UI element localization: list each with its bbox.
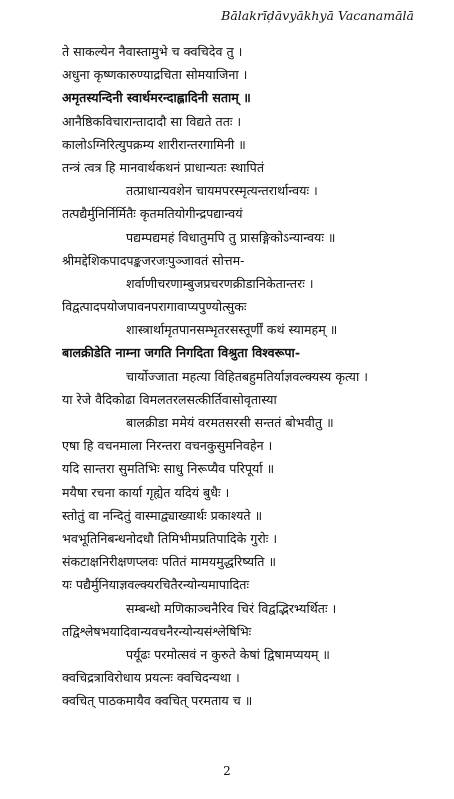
verse-line: क्वचित् पाठकमायैव क्वचित् परमताय च ॥ [62, 693, 253, 709]
verse-line: शर्वाणीचरणाम्बुजप्रचरणक्रीडानिकेतान्तरः । [126, 275, 314, 291]
verse-line: क्वचिद्रत्राविरोधाय प्रयत्नः क्वचिदन्यथा । [62, 670, 240, 686]
verse-line: कालोऽग्निरित्युपक्रम्य शारीरान्तरगामिनी ॥ [62, 136, 246, 152]
verse-line: श्रीमद्देशिकपादपङ्कजरजःपुञ्जावतं सोत्तम- [62, 252, 245, 268]
verse-line: चार्योज्जाता महत्या विहितबहुमतिर्याज्ञवल्क्यस्य कृत्या । [126, 368, 368, 384]
verse-line: एषा हि वचनमाला निरन्तरा वचनकुसुमनिवहेन । [62, 438, 273, 454]
verse-line: भवभूतिनिबन्धनोदधौ तिमिभीमप्रतिपादिके गुरोः । [62, 530, 278, 546]
verse-line: आनैष्ठिकविचारान्तादादौ सा विद्यते ततः । [62, 113, 242, 129]
verse-line: तद्विश्लेषभयादिवान्यवचनैरन्योन्यसंश्लेषिभिः [62, 623, 252, 639]
verse-lines [62, 40, 422, 712]
running-header: Bālakrīḍāvyākhyā Vacanamālā [221, 8, 414, 23]
page-number: 2 [223, 764, 231, 778]
verse-line: सम्बन्धो मणिकाञ्चनैरिव चिरं विद्वद्भिरभ्यर्थितः । [126, 600, 337, 616]
verse-line: बालक्रीडेति नाम्ना जगति निगदिता विश्रुता विश्वरूपा- [62, 345, 301, 361]
verse-line: संकटाक्षनिरीक्षणप्लवः पतितं मामयमुद्धरिष्यति ॥ [62, 554, 276, 570]
verse-line: तत्प्राधान्यवशेन चायमपरस्मृत्यन्तरार्थान्वयः । [126, 183, 318, 199]
verse-line: यः पद्यैर्मुनियाज्ञवल्क्यरचितैरन्योन्यमापादितः [62, 577, 250, 593]
verse-line: तत्पद्यैर्मुनिर्निर्मितैः कृतमतियोगीन्द्रपद्यान्वयं [62, 206, 243, 222]
verse-line: या रेजे वैदिकोढा विमलतरलसत्कीर्तिवासोवृतास्या [62, 391, 277, 407]
verse-line: ते साकल्येन नैवास्तामुभे च क्वचिदेव तु । [62, 44, 243, 59]
verse-line: तन्त्रं त्वत्र हि मानवार्थकथनं प्राधान्यतः स्थापितं [62, 159, 265, 175]
verse-line: यदि सान्तरा सुमतिभिः साधु निरूप्यैव परिपूर्या ॥ [62, 461, 275, 477]
verse-line: स्तोतुं वा नन्दितुं वास्माद्व्याख्यार्थः प्रकाश्यते ॥ [62, 507, 263, 523]
verse-line: विद्वत्पादपयोजपावनपरागावाप्यपुण्योत्सुकः [62, 299, 247, 315]
verse-line: बालक्रीडा ममेयं वरमतसरसी सन्ततं बोभवीतु ॥ [126, 415, 334, 430]
verse-line: मयैषा रचना कार्या गृह्येत यदियं बुधैः । [62, 484, 230, 500]
verse-line: अधुना कृष्णकारुण्याद्रचिता सोमयाजिना । [62, 67, 248, 83]
verse-line: पर्यूढः परमोत्सवं न कुरुते केषां द्विषामप्ययम् ॥ [126, 646, 330, 662]
verse-line: शास्त्रार्थामृतपानसम्भृतरसस्तूर्णीं कथं स्यामहम् ॥ [126, 322, 338, 338]
verse-line: पद्यम्पद्यमहं विधातुमपि तु प्रासङ्गिकोऽन्यान्वयः ॥ [126, 229, 336, 245]
verse-line: अमृतस्यन्दिनी स्वार्थमरन्दाह्लादिनी सताम् ॥ [62, 90, 251, 106]
